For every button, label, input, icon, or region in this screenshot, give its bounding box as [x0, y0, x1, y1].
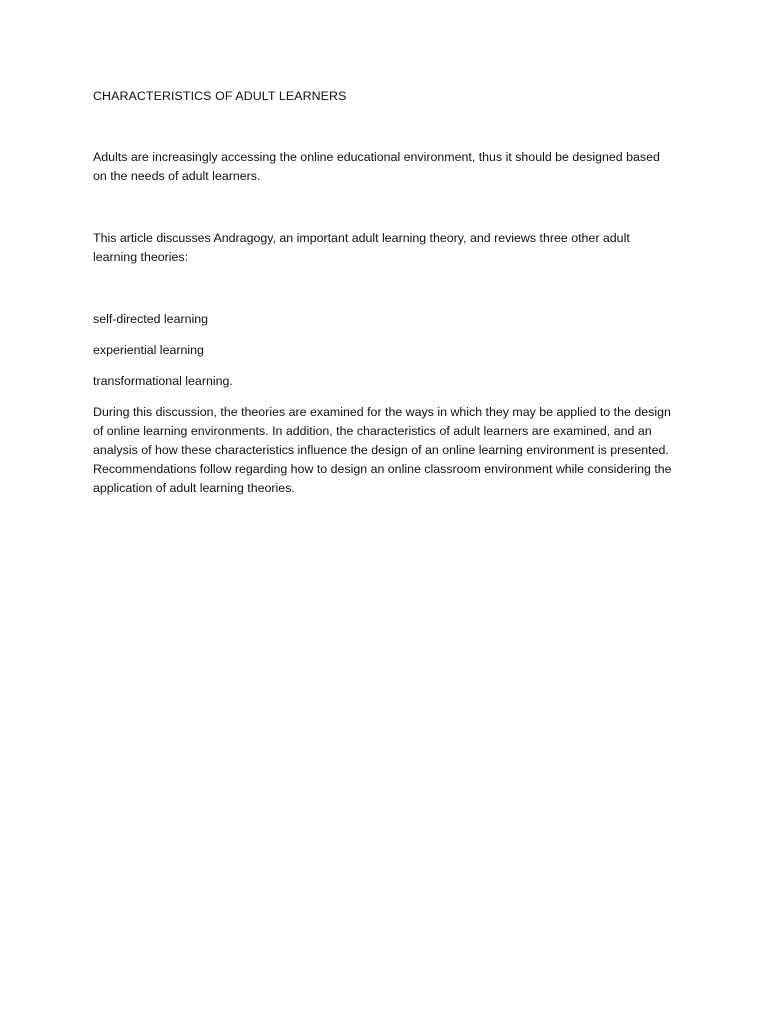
- theory-list-item: self-directed learning: [93, 312, 209, 326]
- theories-intro-paragraph: This article discusses Andragogy, an important adult learning theory, and reviews three other adult learning theories:: [93, 231, 630, 264]
- theory-list-item: experiential learning: [93, 343, 204, 357]
- document-title: CHARACTERISTICS OF ADULT LEARNERS: [93, 89, 347, 103]
- paragraph-spacer: [93, 186, 673, 229]
- theory-list-item: transformational learning.: [93, 374, 233, 388]
- document-content: [93, 87, 673, 498]
- discussion-paragraph: During this discussion, the theories are examined for the ways in which they may be applied to the design of online learning environments. In addition, the characteristics of adult learners are examined, and an analysis of how these characteristics influence the design of an online learning environment is presented. Recommendations follow regarding how to design an online classroom environment while considering the application of adult learning theories.: [93, 405, 672, 495]
- intro-paragraph: Adults are increasingly accessing the online educational environment, thus it should be designed based on the needs of adult learners.: [93, 150, 660, 183]
- list-spacer: [93, 267, 673, 310]
